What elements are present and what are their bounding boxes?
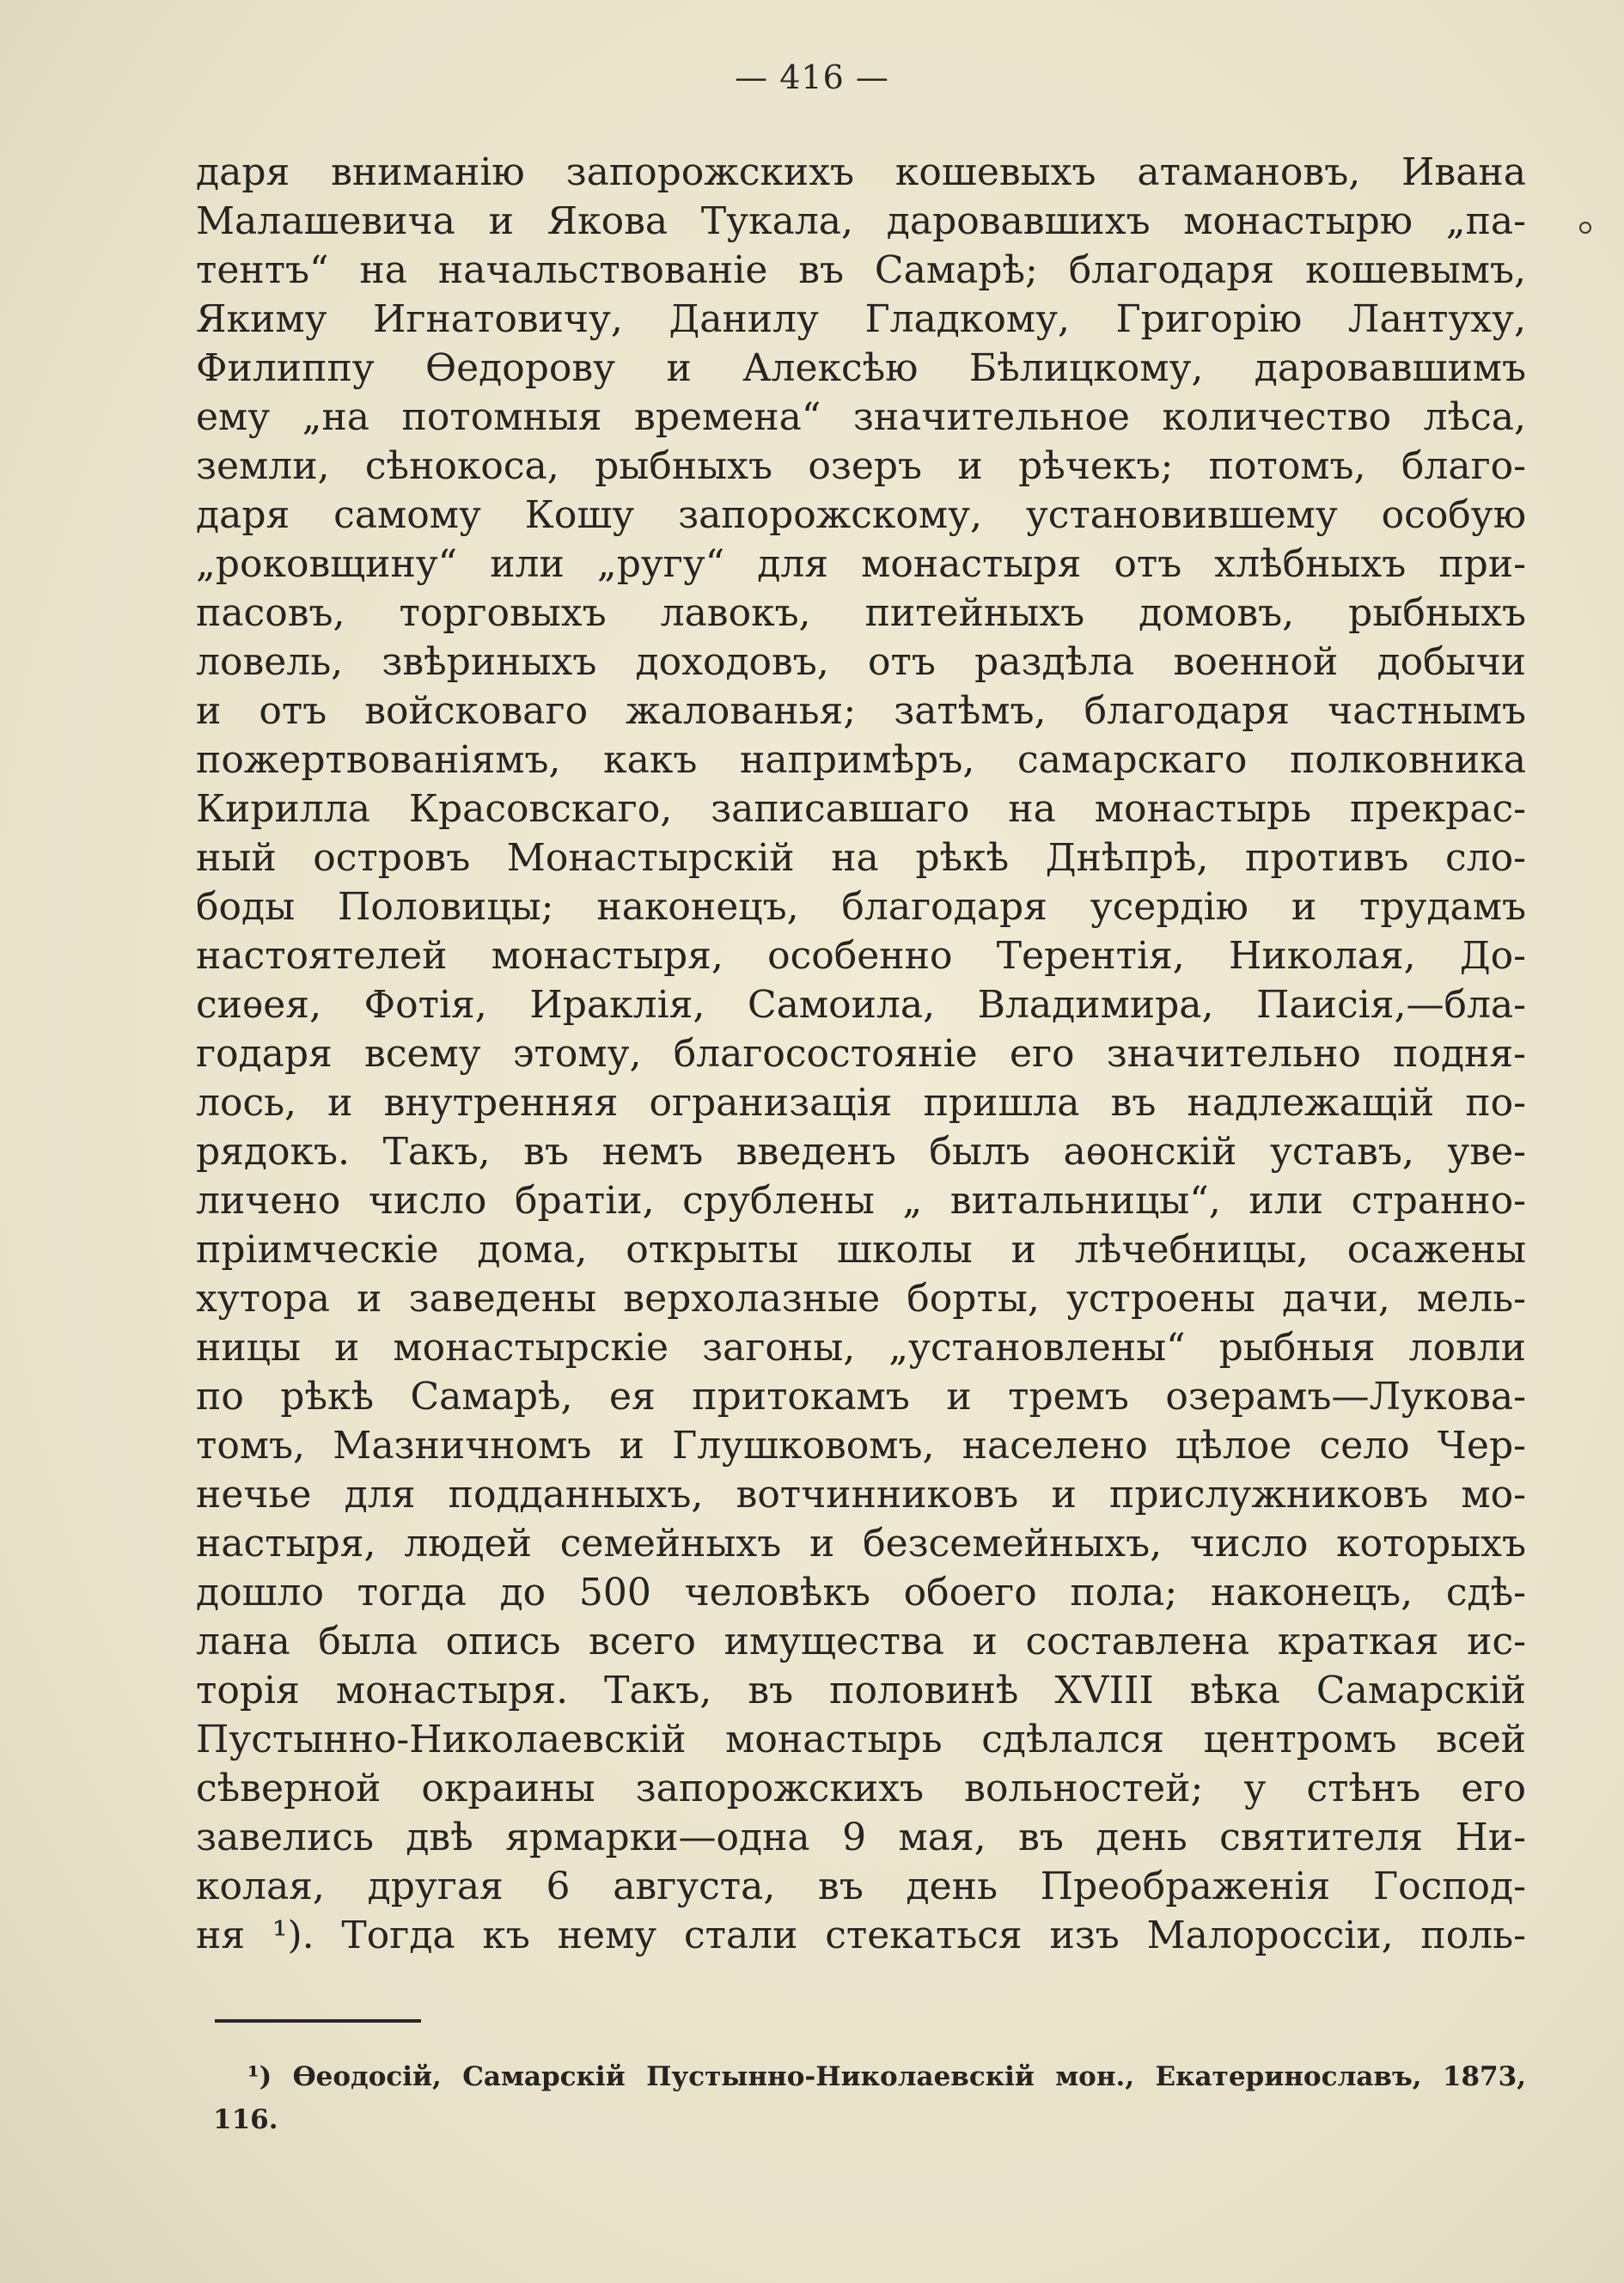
text-line: даря вниманію запорожскихъ кошевыхъ атамановъ, Ивана [196,150,1526,194]
footnote-line: ¹) Ѳеодосій, Самарскій Пустынно-Николаевскій мон., Екатеринославъ, 1873, [247,2061,1526,2092]
footnote-line: 116. [213,2104,278,2135]
text-line: колая, другая 6 августа, въ день Преображенія Господ- [196,1865,1526,1908]
text-line: торія монастыря. Такъ, въ половинѣ XVIII вѣка Самарскій [196,1669,1526,1712]
text-line: дошло тогда до 500 человѣкъ обоего пола; наконецъ, сдѣ- [196,1571,1526,1615]
text-line: ему „на потомныя времена“ значительное количество лѣса, [196,395,1526,439]
text-line: „роковщину“ или „ругу“ для монастыря отъ хлѣбныхъ при- [196,542,1526,586]
footnote-divider [215,2019,421,2023]
margin-mark [1579,222,1591,234]
text-line: завелись двѣ ярмарки—одна 9 мая, въ день святителя Ни- [196,1816,1526,1859]
text-line: пожертвованіямъ, какъ напримѣръ, самарскаго полковника [196,738,1526,782]
text-line: сиѳея, Фотія, Ираклія, Самоила, Владимира, Паисія,—бла- [196,983,1526,1027]
text-line: годаря всему этому, благосостояніе его значительно подня- [196,1032,1526,1076]
text-line: ня ¹). Тогда къ нему стали стекаться изъ Малороссіи, поль- [196,1914,1526,1957]
text-line: пріимческіе дома, открыты школы и лѣчебницы, осажены [196,1228,1526,1272]
text-line: и отъ войсковаго жалованья; затѣмъ, благодаря частнымъ [196,689,1526,733]
footnote [213,2055,1526,2141]
text-line: ловель, звѣриныхъ доходовъ, отъ раздѣла военной добычи [196,640,1526,684]
text-line: Кирилла Красовскаго, записавшаго на монастырь прекрас- [196,787,1526,831]
text-line: настоятелей монастыря, особенно Терентія, Николая, До- [196,934,1526,978]
text-line: Якиму Игнатовичу, Данилу Гладкому, Григорію Лантуху, [196,297,1526,341]
text-line: Пустынно-Николаевскій монастырь сдѣлался центромъ всей [196,1718,1526,1761]
text-line: томъ, Мазничномъ и Глушковомъ, населено цѣлое село Чер- [196,1424,1526,1468]
text-line: Филиппу Ѳедорову и Алексѣю Бѣлицкому, даровавшимъ [196,346,1526,390]
text-line: личено число братіи, срублены „ витальницы“, или странно- [196,1179,1526,1223]
text-line: рядокъ. Такъ, въ немъ введенъ былъ аѳонскій уставъ, уве- [196,1130,1526,1174]
text-line: по рѣкѣ Самарѣ, ея притокамъ и тремъ озерамъ—Лукова- [196,1375,1526,1419]
text-line: настыря, людей семейныхъ и безсемейныхъ, число которыхъ [196,1522,1526,1566]
text-line: земли, сѣнокоса, рыбныхъ озеръ и рѣчекъ; потомъ, благо- [196,444,1526,488]
text-line: Малашевича и Якова Тукала, даровавшихъ монастырю „па- [196,199,1526,243]
body-text [196,148,1526,1960]
text-line: пасовъ, торговыхъ лавокъ, питейныхъ домовъ, рыбныхъ [196,591,1526,635]
text-line: нечье для подданныхъ, вотчинниковъ и прислужниковъ мо- [196,1473,1526,1517]
text-line: лана была опись всего имущества и составлена краткая ис- [196,1620,1526,1663]
text-line: даря самому Кошу запорожскому, установившему особую [196,493,1526,537]
page-number: — 416 — [735,58,889,96]
text-line: ницы и монастырскіе загоны, „установлены“ рыбныя ловли [196,1326,1526,1370]
text-line: ный островъ Монастырскій на рѣкѣ Днѣпрѣ, противъ сло- [196,836,1526,880]
text-line: боды Половицы; наконецъ, благодаря усердію и трудамъ [196,885,1526,929]
text-line: тентъ“ на начальствованіе въ Самарѣ; благодаря кошевымъ, [196,248,1526,292]
text-line: лось, и внутренняя огранизація пришла въ надлежащій по- [196,1081,1526,1125]
text-line: хутора и заведены верхолазные борты, устроены дачи, мель- [196,1277,1526,1321]
text-line: сѣверной окраины запорожскихъ вольностей; у стѣнъ его [196,1767,1526,1810]
